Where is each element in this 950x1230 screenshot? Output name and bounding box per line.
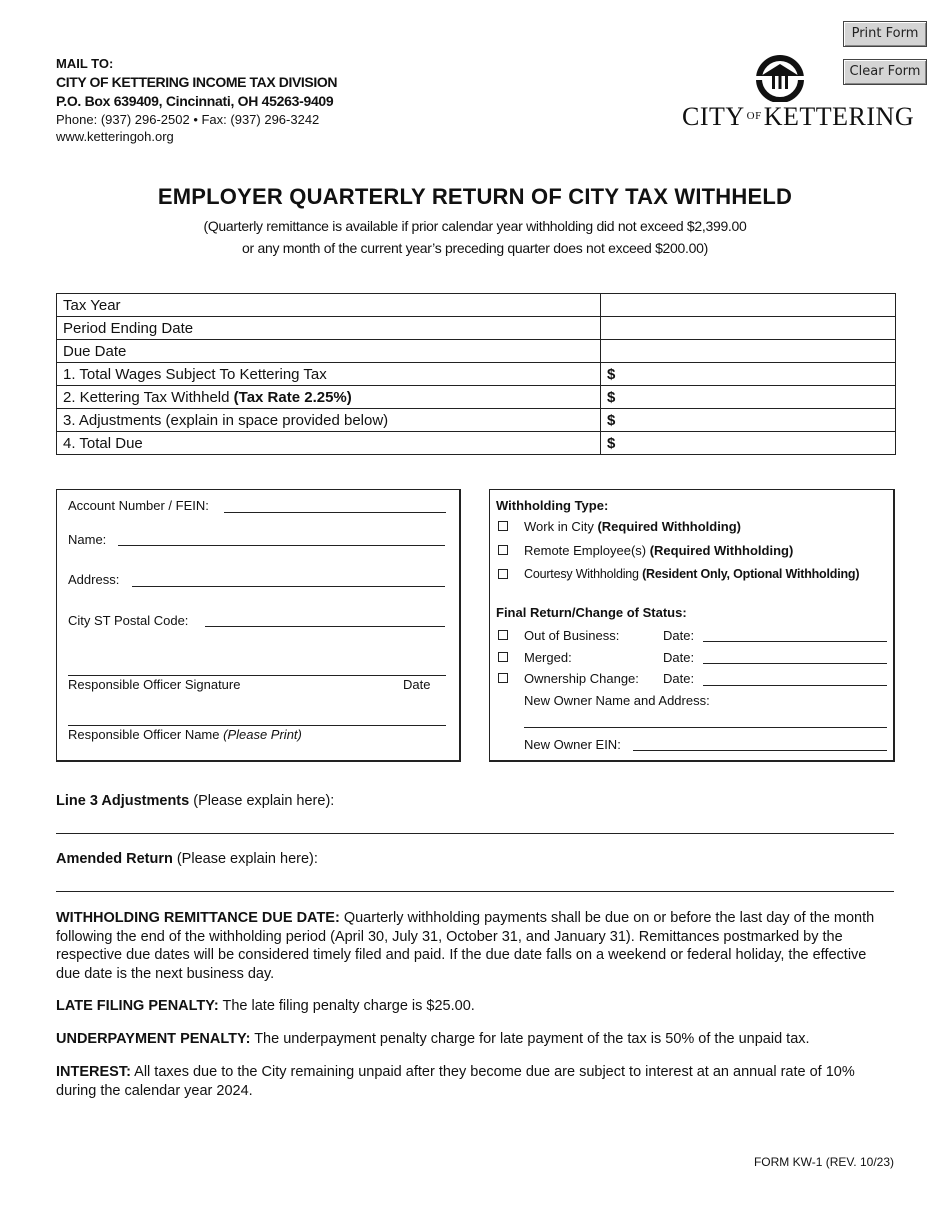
- out-of-business-label: Out of Business:: [524, 628, 620, 643]
- interest-title: INTEREST:: [56, 1064, 131, 1080]
- table-row: [57, 386, 896, 409]
- out-of-business-date-input[interactable]: [703, 641, 887, 642]
- courtesy-label: [524, 567, 859, 581]
- officer-name-label: [68, 727, 302, 742]
- logo-of: OF: [746, 110, 762, 122]
- remote-employee-note: (Required Withholding): [649, 543, 794, 558]
- line2-field[interactable]: $: [601, 386, 896, 409]
- line3-field[interactable]: $: [601, 409, 896, 432]
- officer-name-text: Responsible Officer Name: [68, 727, 224, 742]
- amended-return-label: [56, 851, 318, 867]
- line1-field[interactable]: $: [601, 363, 896, 386]
- merged-date-input[interactable]: [703, 663, 887, 664]
- officer-name-input[interactable]: [68, 725, 446, 726]
- address-input[interactable]: [132, 586, 445, 587]
- page-title: EMPLOYER QUARTERLY RETURN OF CITY TAX WITHHELD: [157, 184, 793, 209]
- mail-org: CITY OF KETTERING INCOME TAX DIVISION: [56, 74, 338, 90]
- table-row: [57, 294, 896, 317]
- city-input[interactable]: [205, 626, 445, 627]
- work-in-city-text: Work in City: [524, 519, 598, 534]
- remittance-due-note: [56, 909, 886, 983]
- table-row: [57, 340, 896, 363]
- line3-adjustments-input[interactable]: [56, 833, 894, 834]
- subtitle: [0, 215, 950, 259]
- underpayment-note: [56, 1030, 886, 1049]
- logo-kettering: KETTERING: [763, 102, 915, 131]
- courtesy-note: (Resident Only, Optional Withholding): [642, 567, 860, 581]
- kettering-emblem-icon: [676, 52, 876, 102]
- underpayment-title: UNDERPAYMENT PENALTY:: [56, 1031, 251, 1047]
- subtitle-line2: or any month of the current year’s preceding quarter does not exceed $200.00): [242, 240, 708, 256]
- due-date-field[interactable]: [601, 340, 896, 363]
- courtesy-checkbox[interactable]: [498, 569, 508, 579]
- clear-form-button[interactable]: Clear Form: [843, 59, 927, 85]
- ownership-change-date-label: Date:: [663, 671, 695, 686]
- tax-year-field[interactable]: [601, 294, 896, 317]
- remittance-due-text: Quarterly withholding payments shall be due on or before the last day of the month following the end of the withholding period (April 30, July 31, October 31, and January 31). Remittances postmarked by the respective due dates will be considered timely filed and paid. If the due date falls on a weekend or federal holiday, the effective due date is the next business day.: [56, 910, 875, 982]
- mail-to-block: [56, 54, 337, 145]
- amended-return-title: Amended Return: [56, 851, 173, 867]
- fein-label: Account Number / FEIN:: [68, 498, 209, 513]
- merged-date-label: Date:: [663, 650, 695, 665]
- remittance-due-title: WITHHOLDING REMITTANCE DUE DATE:: [56, 910, 340, 926]
- table-row: [57, 363, 896, 386]
- line4-label: 4. Total Due: [57, 432, 601, 455]
- subtitle-line1: (Quarterly remittance is available if prior calendar year withholding did not exceed $2,399.00: [203, 218, 747, 234]
- final-return-heading: Final Return/Change of Status:: [496, 605, 687, 620]
- form-number: FORM KW-1 (REV. 10/23): [753, 1155, 894, 1169]
- new-owner-ein-input[interactable]: [633, 750, 887, 751]
- new-owner-input[interactable]: [524, 727, 887, 728]
- account-box: [56, 489, 461, 762]
- mail-phone: Phone: (937) 296-2502 • Fax: (937) 296-3242: [56, 112, 320, 127]
- mail-po-box: P.O. Box 639409, Cincinnati, OH 45263-9409: [56, 93, 334, 109]
- line2-tax-rate: (Tax Rate 2.25%): [233, 388, 352, 406]
- out-of-business-date-label: Date:: [663, 628, 695, 643]
- logo-city: CITY: [682, 102, 745, 131]
- city-label: City ST Postal Code:: [68, 613, 189, 628]
- ownership-change-label: Ownership Change:: [524, 671, 639, 686]
- late-filing-text: The late filing penalty charge is $25.00.: [218, 998, 475, 1014]
- due-date-label: Due Date: [57, 340, 601, 363]
- summary-table: [56, 293, 896, 455]
- ownership-change-date-input[interactable]: [703, 685, 887, 686]
- underpayment-text: The underpayment penalty charge for late payment of the tax is 50% of the unpaid tax.: [250, 1031, 810, 1047]
- table-row: [57, 409, 896, 432]
- remote-employee-text: Remote Employee(s): [524, 543, 650, 558]
- work-in-city-checkbox[interactable]: [498, 521, 508, 531]
- remote-employee-checkbox[interactable]: [498, 545, 508, 555]
- address-label: Address:: [68, 572, 120, 587]
- remote-employee-label: [524, 543, 793, 558]
- table-row: [57, 432, 896, 455]
- line3-label: 3. Adjustments (explain in space provided below): [57, 409, 601, 432]
- withholding-heading: Withholding Type:: [496, 498, 609, 513]
- line3-adjustments-title: Line 3 Adjustments: [56, 793, 190, 809]
- signature-label: Responsible Officer Signature: [68, 677, 241, 692]
- tax-year-label: Tax Year: [57, 294, 601, 317]
- merged-checkbox[interactable]: [498, 652, 508, 662]
- table-row: [57, 317, 896, 340]
- ownership-change-checkbox[interactable]: [498, 673, 508, 683]
- interest-text: All taxes due to the City remaining unpaid after they become due are subject to interest at an annual rate of 10% during the calendar year 2024.: [56, 1064, 855, 1099]
- new-owner-ein-label: New Owner EIN:: [524, 737, 621, 752]
- merged-label: Merged:: [524, 650, 572, 665]
- period-ending-label: Period Ending Date: [57, 317, 601, 340]
- line3-adjustments-text: (Please explain here):: [189, 793, 335, 809]
- line4-field[interactable]: $: [601, 432, 896, 455]
- courtesy-text: Courtesy Withholding: [524, 567, 643, 581]
- work-in-city-label: [524, 519, 741, 534]
- signature-input[interactable]: [68, 675, 446, 676]
- late-filing-note: [56, 997, 886, 1016]
- print-form-button[interactable]: Print Form: [843, 21, 927, 47]
- amended-return-text: (Please explain here):: [172, 851, 318, 867]
- interest-note: [56, 1063, 886, 1100]
- work-in-city-note: (Required Withholding): [597, 519, 742, 534]
- period-ending-field[interactable]: [601, 317, 896, 340]
- fein-input[interactable]: [224, 512, 446, 513]
- withholding-box: [489, 489, 895, 762]
- new-owner-label: New Owner Name and Address:: [524, 693, 710, 708]
- line2-text: 2. Kettering Tax Withheld: [63, 388, 234, 406]
- signature-date-label: Date: [403, 677, 431, 692]
- out-of-business-checkbox[interactable]: [498, 630, 508, 640]
- please-print-note: (Please Print): [223, 727, 302, 742]
- mail-website: www.ketteringoh.org: [56, 129, 174, 144]
- name-input[interactable]: [118, 545, 445, 546]
- late-filing-title: LATE FILING PENALTY:: [56, 998, 219, 1014]
- amended-return-input[interactable]: [56, 891, 894, 892]
- name-label: Name:: [68, 532, 107, 547]
- line2-label: [57, 386, 601, 409]
- mail-to-label: MAIL TO:: [56, 56, 114, 71]
- line1-label: 1. Total Wages Subject To Kettering Tax: [57, 363, 601, 386]
- line3-adjustments-label: [56, 793, 334, 809]
